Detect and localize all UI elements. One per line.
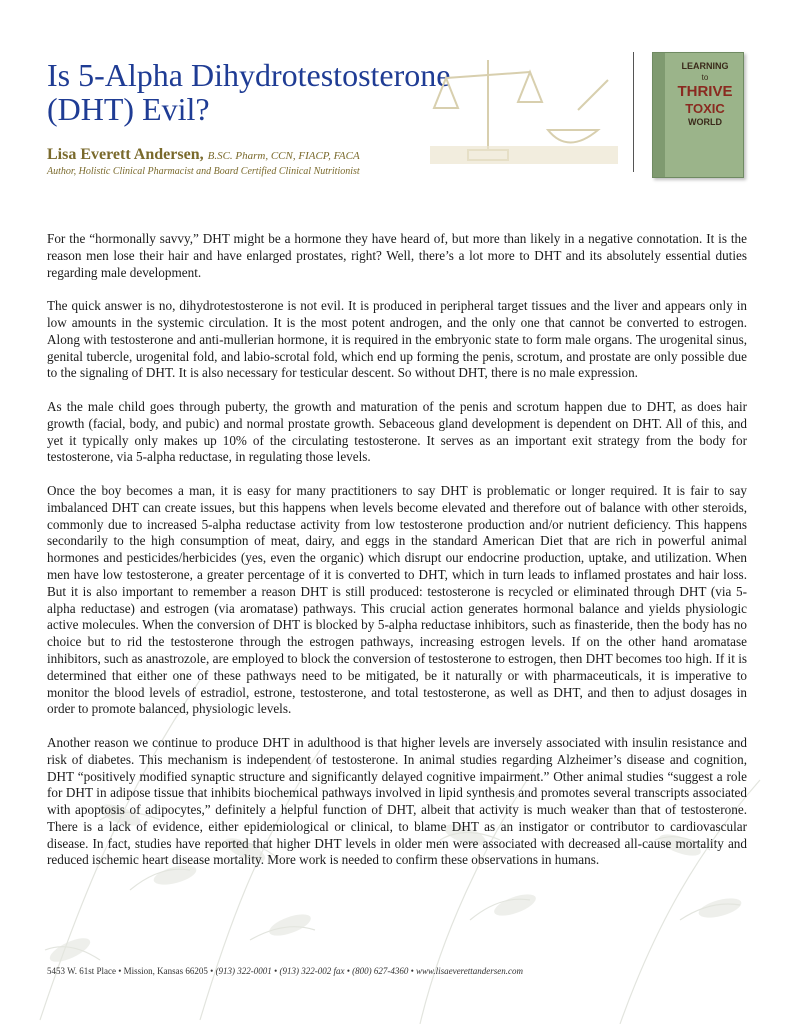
paragraph: The quick answer is no, dihydrotestosterone is not evil. It is produced in peripheral target tissues and the liver and appears only in low amounts in the systemic circulation. It is the most potent androgen, and the only one that cannot be converted to estrogen. Along with testosterone and anti-mullerian hormone, it is required in the embryonic state to form male organs. The urogenital sinus, genital tubercle, urogenital fold, and labio-scrotal fold, which end up forming the penis, scrotum, and prostate are only possible due to the signaling of DHT. It is also necessary for testicular descent. So without DHT, there is no male expression.: [47, 298, 747, 381]
footer-address: 5453 W. 61st Place • Mission, Kansas 66205 •: [47, 966, 214, 976]
book-cover-line-1: LEARNING: [681, 61, 729, 71]
author-role: Author, Holistic Clinical Pharmacist and Board Certified Clinical Nutritionist: [47, 166, 360, 177]
footer-contact: (913) 322-0001 • (913) 322-002 fax • (800) 627-4360 • www.lisaeverettandersen.com: [213, 966, 523, 976]
article-body: [47, 231, 747, 886]
page-title: Is 5-Alpha Dihydrotestosterone (DHT) Evil?: [47, 57, 451, 127]
paragraph: Once the boy becomes a man, it is easy for many practitioners to say DHT is problematic or longer required. It is fair to say imbalanced DHT can create issues, but this happens when levels become elevated and therefore out of balance with other steroids, commonly due to increased 5-alpha reductase activity from low testosterone production and/or nutrient deficiency. This happens secondarily to the high consumption of meat, dairy, and eggs in the standard American Diet that are rich in powerful animal hormones and pesticides/herbicides (yes, even the organic) which disrupt our endocrine production, uptake, and utilization. When men have low testosterone, a greater percentage of it is converted to DHT, which in turn leads to inflamed prostates and hair loss. But it is also important to remember a reason DHT is still produced: testosterone is recycled or eliminated through DHT (via 5-alpha reductase) and estrogen (via aromatase) pathways. This crucial action generates hormonal balance and yields physiologic active molecules. When the conversion of DHT is blocked by 5-alpha reductase inhibitors, such as finasteride, then the body has no choice but to rid the testosterone through the estrogen pathways, increasing estrogen levels. If on the other hand aromatase inhibitors, such as anastrozole, are employed to block the conversion of testosterone to estrogen, then DHT becomes too high. If it is determined that either one of these pathways need to be mitigated, be it naturally or with pharmaceuticals, it is imperative to monitor the blood levels of estradiol, estrone, testosterone, and total testosterone, as well as DHT, and then to adjust dosages in order to promote balanced, physiologic levels.: [47, 482, 747, 717]
book-cover-image: [652, 52, 744, 178]
book-cover-line-4: TOXIC: [685, 101, 725, 116]
book-cover-line-3: THRIVE: [677, 83, 733, 100]
paragraph: As the male child goes through puberty, the growth and maturation of the penis and scrotum happen due to DHT, as does hair growth (facial, body, and pubic) and normal prostate growth. Sebaceous gland development is dependent on DHT. All of this, and yet it typically only makes up 10% of the circulating testosterone. It serves as an important exit strategy from the body for testosterone, via 5-alpha reductase, in regulating those levels.: [47, 398, 747, 465]
paragraph: Another reason we continue to produce DHT in adulthood is that higher levels are inversely associated with insulin resistance and risk of diabetes. This mechanism is independent of testosterone. In animal studies regarding Alzheimer’s disease and cognition, DHT “positively modified synaptic structure and significantly delayed cognitive impairment.” Other animal studies “suggest a role for DHT in adipose tissue that inhibits biochemical pathways involved in lipid synthesis and promotes several transcripts associated with apoptosis of adipocytes,” definitely a helpful function of DHT, albeit that activity is much weaker than that of testosterone. There is a lack of evidence, either epidemiological or clinical, to blame DHT as an instigator or contributor to cardiovascular disease. In fact, studies have reported that higher DHT levels in older men were associated with decreased all-cause mortality and reduced ischemic heart disease mortality. More work is needed to confirm these observations in humans.: [47, 734, 747, 868]
page-footer: [47, 966, 747, 976]
book-cover-line-2: to: [701, 73, 709, 82]
author-credentials: B.SC. Pharm, CCN, FIACP, FACA: [207, 150, 360, 162]
paragraph: For the “hormonally savvy,” DHT might be a hormone they have heard of, but more than likely in a negative connotation. It is the reason men lose their hair and have enlarged prostates, right? Well, there’s a lot more to DHT and its absolutely essential duties regarding male development.: [47, 231, 747, 280]
author-byline: [47, 146, 360, 164]
author-name: Lisa Everett Andersen,: [47, 146, 204, 163]
header-divider: [633, 52, 634, 172]
book-cover-line-5: WORLD: [688, 117, 722, 127]
book-spine: [653, 53, 665, 177]
scales-illustration: [428, 50, 620, 168]
